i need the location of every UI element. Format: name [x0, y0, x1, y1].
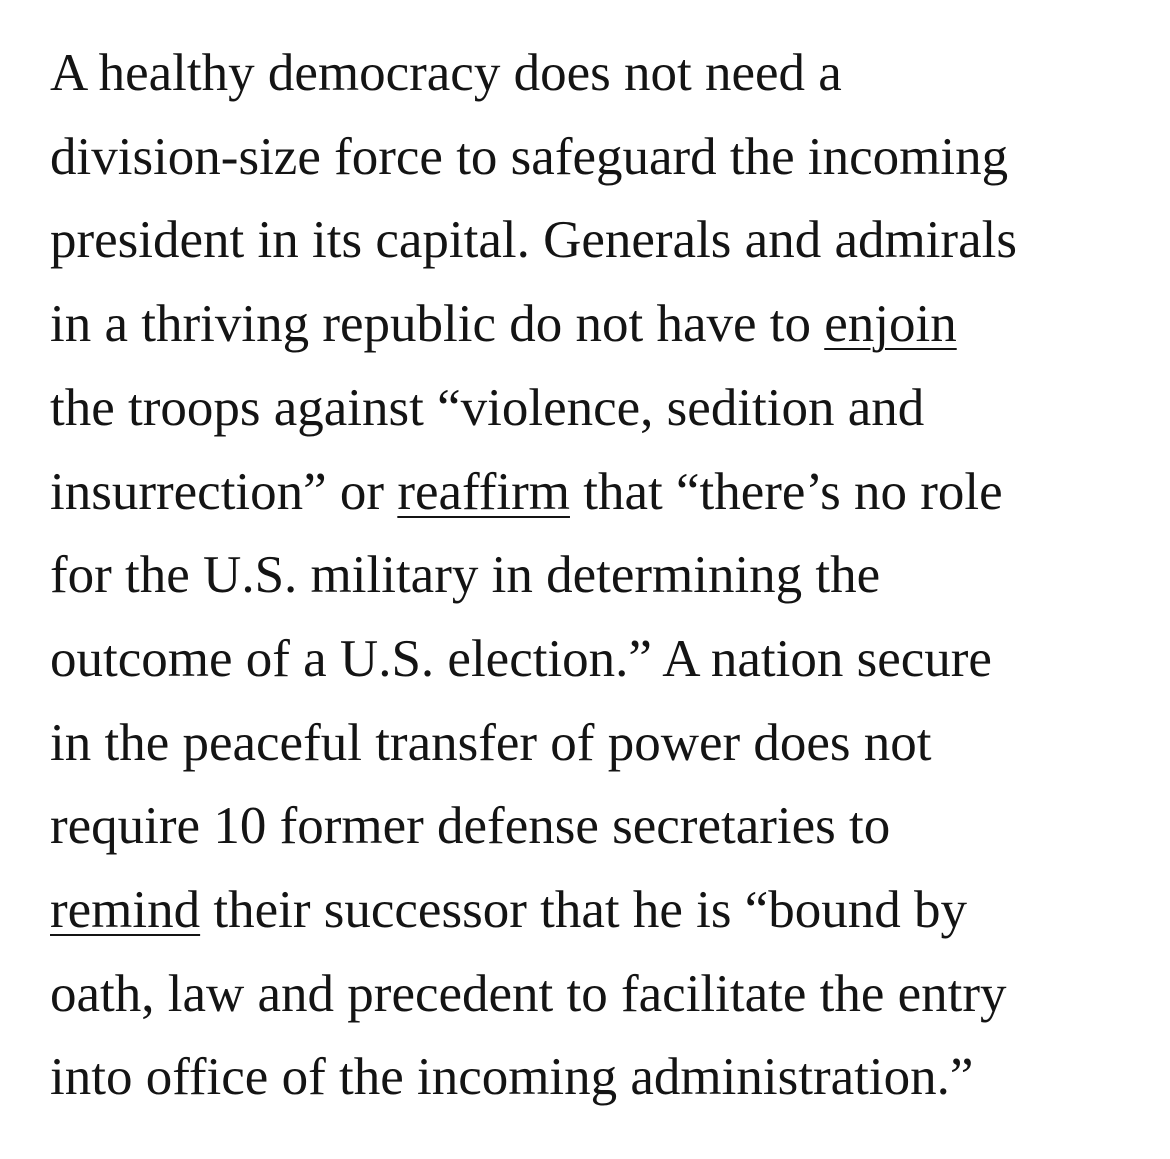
remind-link[interactable]: remind	[50, 881, 201, 940]
paragraph-line: the troops against “violence, sedition and	[50, 378, 925, 437]
paragraph-line: A healthy democracy does not need a	[50, 44, 842, 102]
paragraph-line	[50, 869, 1140, 953]
paragraph-line: require 10 former defense secretaries to	[50, 797, 891, 856]
paragraph-line: for the U.S. military in determining the	[50, 546, 881, 605]
enjoin-link[interactable]: enjoin	[824, 295, 957, 354]
paragraph-line: in the peaceful transfer of power does not	[50, 713, 932, 772]
paragraph-line: oath, law and precedent to facilitate the entry	[50, 964, 1007, 1023]
paragraph-line: outcome of a U.S. election.” A nation secure	[50, 629, 992, 688]
paragraph-line: president in its capital. Generals and admirals	[50, 211, 1017, 270]
line-text: insurrection” or	[50, 462, 398, 521]
paragraph-line: into office of the incoming administration.”	[50, 1048, 974, 1107]
reaffirm-link[interactable]: reaffirm	[397, 462, 570, 521]
article-paragraph	[50, 32, 1140, 1120]
paragraph-line	[50, 451, 1140, 535]
line-text: in a thriving republic do not have to	[50, 295, 825, 354]
line-text: that “there’s no role	[569, 462, 1003, 521]
paragraph-line: division-size force to safeguard the incoming	[50, 127, 1009, 186]
line-text: their successor that he is “bound by	[200, 881, 967, 940]
paragraph-line	[50, 283, 1140, 367]
